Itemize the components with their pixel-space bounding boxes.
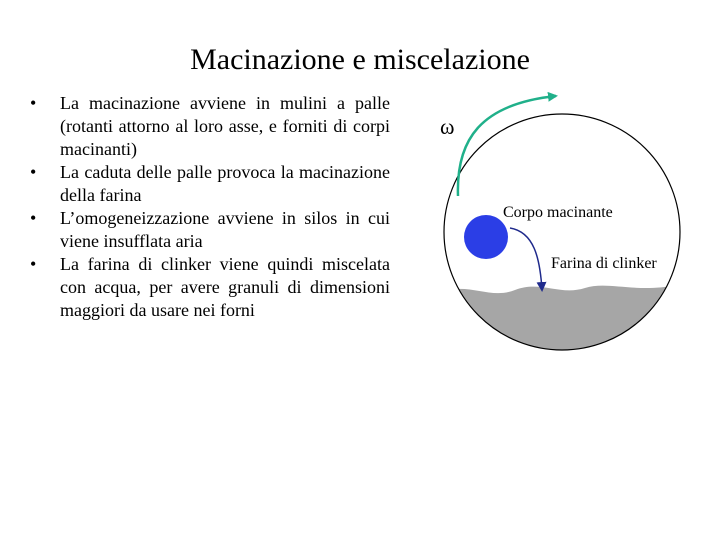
grinding-ball (464, 215, 508, 259)
bullet-dot: • (30, 254, 37, 274)
clinker-powder (440, 282, 690, 360)
bullet-text: La macinazione avviene in mulini a palle (rotanti attorno al loro asse, e forniti di corpi macinanti) (60, 93, 390, 159)
bullet-text: La caduta delle palle provoca la macinazione della farina (60, 162, 390, 205)
ball-fall-arrow (510, 228, 542, 290)
bullet-text: L’omogeneizzazione avviene in silos in cui viene insufflata aria (60, 208, 390, 251)
bullet-text: La farina di clinker viene quindi miscelata con acqua, per avere granuli di dimensioni maggiori da usare nei forni (60, 254, 390, 320)
rotation-arrow (458, 96, 556, 196)
slide-title: Macinazione e miscelazione (190, 43, 530, 76)
bullet-dot: • (30, 208, 37, 228)
omega-label: ω (440, 114, 455, 139)
ball-label: Corpo macinante (503, 204, 613, 221)
bullet-dot: • (30, 93, 37, 113)
powder-label: Farina di clinker (551, 255, 657, 272)
bullet-dot: • (30, 162, 37, 182)
